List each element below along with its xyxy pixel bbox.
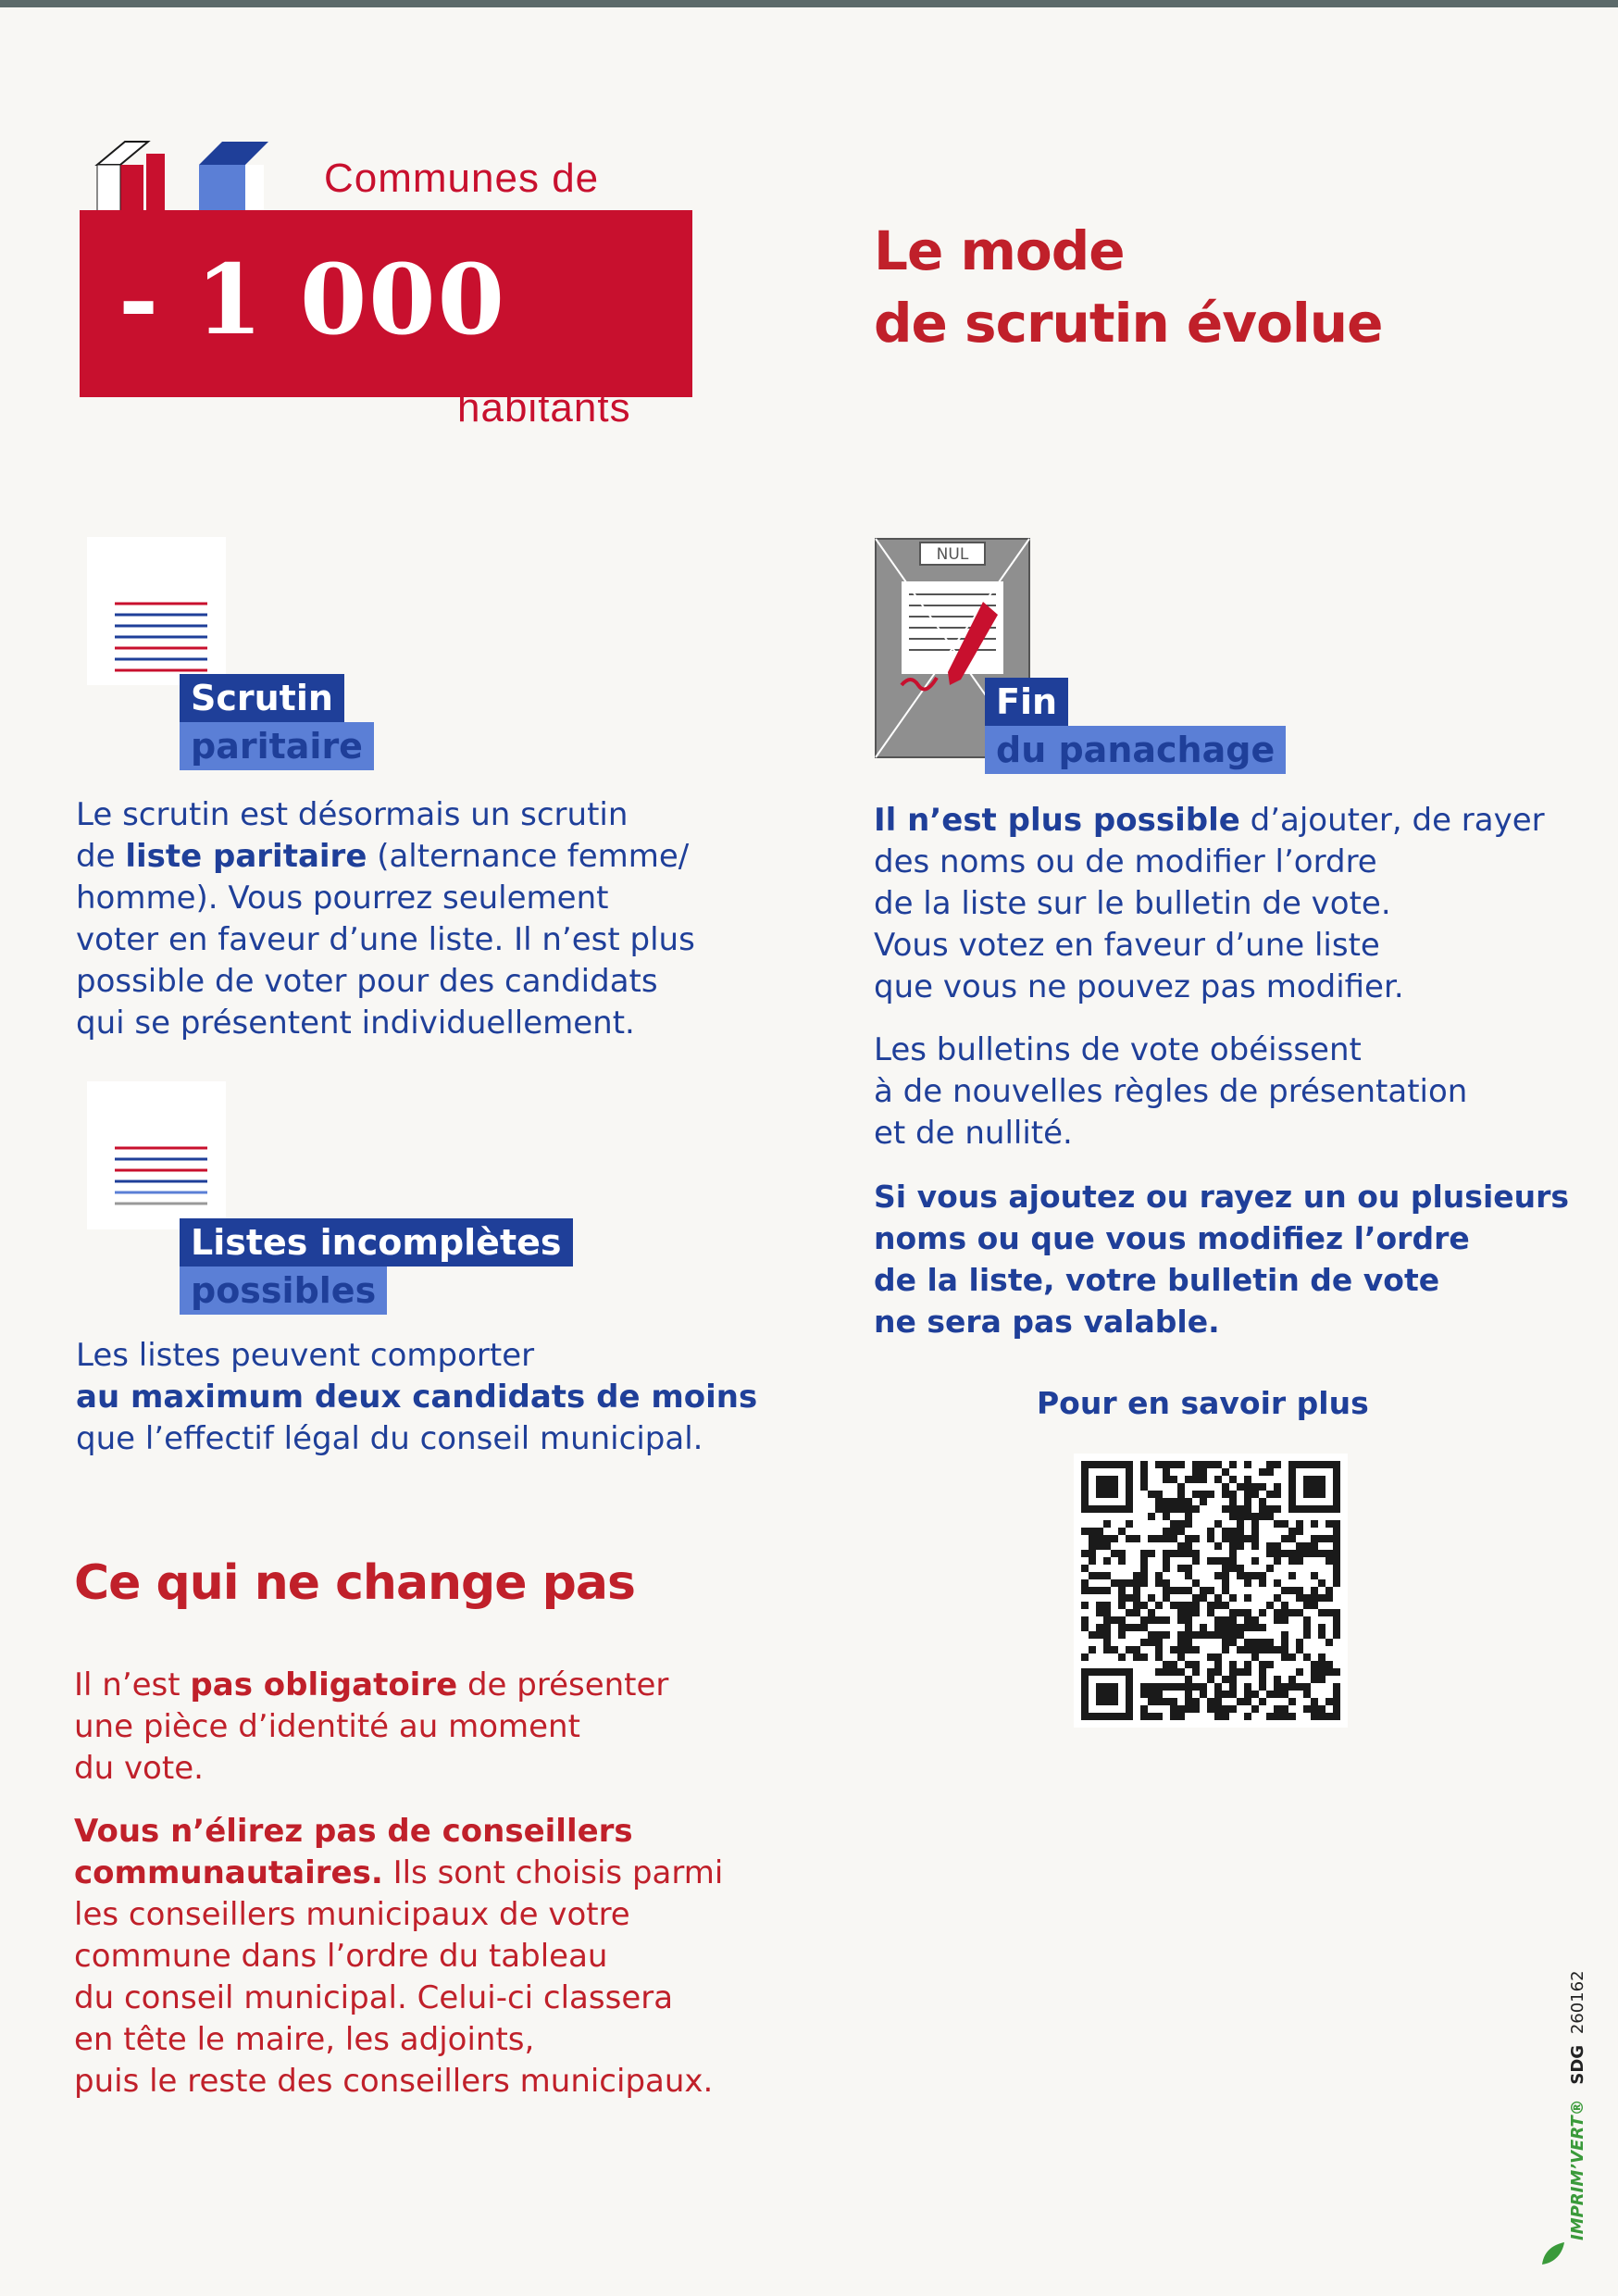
text-line — [74, 1811, 723, 1853]
title-line-2: de scrutin évolue — [874, 292, 1383, 355]
text-line: du vote. — [74, 1750, 204, 1787]
label-line-1: Listes incomplètes — [180, 1218, 573, 1267]
unchanged-title: Ce qui ne change pas — [74, 1555, 635, 1611]
imprimvert-logo: IMPRIM’VERT® — [1568, 2099, 1587, 2240]
emphasis: pas obligatoire — [190, 1666, 458, 1703]
text-line: noms ou que vous modifiez l’ordre — [874, 1220, 1470, 1256]
text-line: Si vous ajoutez ou rayez un ou plusieurs — [874, 1179, 1570, 1215]
text-line: de la liste sur le bulletin de vote. — [874, 885, 1391, 922]
emphasis: liste paritaire — [125, 838, 367, 875]
text-line: que l’effectif légal du conseil municipal. — [76, 1420, 703, 1457]
text-line: commune dans l’ordre du tableau — [74, 1938, 608, 1975]
print-code: 260162 — [1568, 1970, 1587, 2035]
text-line: une pièce d’identité au moment — [74, 1708, 580, 1745]
text-line: Le scrutin est désormais un scrutin — [76, 796, 629, 833]
habitants-label: habitants — [457, 385, 631, 430]
more-info-label: Pour en savoir plus — [1037, 1385, 1369, 1421]
striped-list-icon-2 — [87, 1081, 226, 1229]
text-line: Les bulletins de vote obéissent — [874, 1031, 1362, 1068]
text-run: Il n’est — [74, 1666, 191, 1703]
sdg-label: SDG — [1568, 2044, 1587, 2085]
emphasis: au maximum deux candidats de moins — [76, 1379, 758, 1416]
listes-incompletes-label — [180, 1218, 573, 1315]
text-line: Les listes peuvent comporter — [76, 1337, 535, 1374]
text-line: et de nullité. — [874, 1115, 1073, 1152]
text-line — [874, 800, 1545, 842]
text-line — [76, 1377, 757, 1418]
text-line: homme). Vous pourrez seulement — [76, 880, 609, 917]
label-line-2: possibles — [180, 1267, 387, 1315]
emphasis: Vous n’élirez pas de conseillers — [74, 1813, 633, 1850]
label-line-1: Scrutin — [180, 674, 344, 722]
text-line: des noms ou de modifier l’ordre — [874, 843, 1377, 880]
text-line: voter en faveur d’une liste. Il n’est plus — [76, 921, 695, 958]
text-line: à de nouvelles règles de présentation — [874, 1073, 1468, 1110]
text-run: d’ajouter, de rayer — [1239, 802, 1545, 839]
top-border — [0, 0, 1618, 7]
page-title — [874, 215, 1382, 359]
label-line-2: paritaire — [180, 722, 374, 770]
panachage-paragraph-2 — [874, 1029, 1467, 1154]
leaf-icon — [1540, 2240, 1566, 2268]
fin-panachage-label — [985, 678, 1286, 774]
printer-credit — [1568, 1970, 1587, 2240]
scrutin-paritaire-label — [180, 674, 374, 770]
text-line: possible de voter pour des candidats — [76, 963, 658, 1000]
text-line: qui se présentent individuellement. — [76, 1004, 635, 1042]
label-line-1: Fin — [985, 678, 1068, 726]
striped-list-icon — [87, 537, 226, 685]
ballot-tag: NUL — [936, 545, 969, 564]
text-line — [76, 836, 695, 878]
conseillers-paragraph — [74, 1811, 723, 2103]
title-line-1: Le mode — [874, 219, 1125, 282]
population-figure: - 1 000 — [118, 243, 507, 356]
listes-paragraph — [76, 1335, 757, 1460]
emphasis: Il n’est plus possible — [874, 802, 1240, 839]
text-line: Vous votez en faveur d’une liste — [874, 927, 1380, 964]
text-line: que vous ne pouvez pas modifier. — [874, 968, 1404, 1005]
text-line: ne sera pas valable. — [874, 1304, 1220, 1340]
identity-paragraph — [74, 1665, 668, 1790]
emphasis: communautaires. — [74, 1854, 383, 1891]
text-run: de présenter — [457, 1666, 669, 1703]
text-line — [74, 1853, 723, 1894]
communes-label: Communes de — [324, 156, 600, 201]
text-run: Ils sont choisis parmi — [382, 1854, 724, 1891]
text-line: puis le reste des conseillers municipaux. — [74, 2063, 714, 2100]
scrutin-paragraph — [76, 794, 695, 1044]
text-line — [74, 1665, 668, 1706]
text-line: de la liste, votre bulletin de vote — [874, 1262, 1440, 1298]
qr-code[interactable] — [1074, 1454, 1348, 1728]
text-line: les conseillers municipaux de votre — [74, 1896, 630, 1933]
text-run: (alternance femme/ — [367, 838, 690, 875]
text-line: du conseil municipal. Celui-ci classera — [74, 1979, 674, 2016]
text-run: de — [76, 838, 126, 875]
panachage-warning — [874, 1176, 1569, 1342]
text-line: en tête le maire, les adjoints, — [74, 2021, 535, 2058]
label-line-2: du panachage — [985, 726, 1286, 774]
panachage-paragraph-1 — [874, 800, 1545, 1008]
